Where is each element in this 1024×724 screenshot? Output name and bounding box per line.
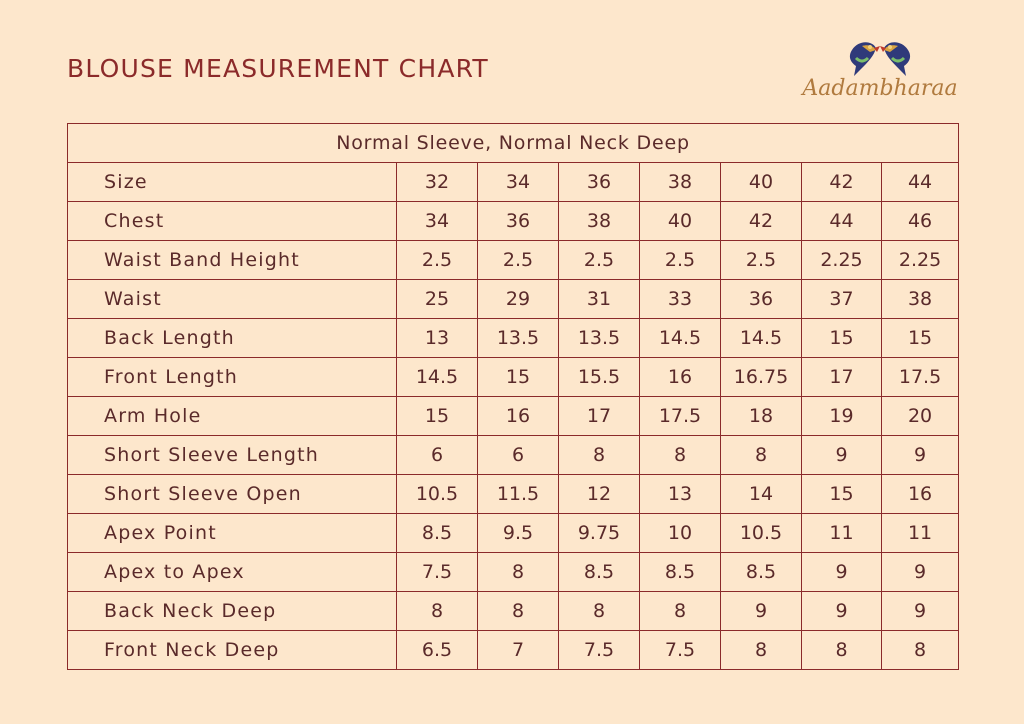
table-cell: 9.5 <box>478 514 559 553</box>
table-cell: 15 <box>882 319 959 358</box>
table-cell: 14.5 <box>640 319 721 358</box>
table-cell: 15 <box>802 319 882 358</box>
row-label: Waist <box>68 280 397 319</box>
table-cell: 8 <box>478 553 559 592</box>
table-cell: 7 <box>478 631 559 670</box>
table-cell: 25 <box>397 280 478 319</box>
table-cell: 10.5 <box>397 475 478 514</box>
table-cell: 7.5 <box>640 631 721 670</box>
table-cell: 6 <box>397 436 478 475</box>
table-cell: 8 <box>721 631 802 670</box>
table-cell: 8.5 <box>397 514 478 553</box>
table-cell: 17 <box>802 358 882 397</box>
table-cell: 17.5 <box>882 358 959 397</box>
table-cell: 12 <box>559 475 640 514</box>
table-cell: 14 <box>721 475 802 514</box>
parrot-pair-icon <box>844 36 916 78</box>
table-cell: 15 <box>802 475 882 514</box>
table-cell: 8.5 <box>721 553 802 592</box>
table-cell: 8 <box>397 592 478 631</box>
table-cell: 9 <box>882 436 959 475</box>
table-cell: 36 <box>721 280 802 319</box>
table-cell: 7.5 <box>559 631 640 670</box>
row-label: Apex to Apex <box>68 553 397 592</box>
table-row <box>68 280 959 319</box>
table-cell: 11 <box>802 514 882 553</box>
table-row <box>68 631 959 670</box>
table-cell: 2.25 <box>802 241 882 280</box>
table-cell: 16 <box>640 358 721 397</box>
table-row <box>68 241 959 280</box>
table-cell: 13 <box>640 475 721 514</box>
table-cell: 46 <box>882 202 959 241</box>
table-row <box>68 514 959 553</box>
table-cell: 7.5 <box>397 553 478 592</box>
table-row <box>68 436 959 475</box>
table-cell: 14.5 <box>397 358 478 397</box>
row-label: Short Sleeve Open <box>68 475 397 514</box>
row-label: Front Neck Deep <box>68 631 397 670</box>
table-cell: 2.5 <box>478 241 559 280</box>
table-cell: 40 <box>640 202 721 241</box>
table-cell: 38 <box>559 202 640 241</box>
row-label: Waist Band Height <box>68 241 397 280</box>
table-row <box>68 553 959 592</box>
table-cell: 13.5 <box>559 319 640 358</box>
table-cell: 34 <box>397 202 478 241</box>
table-row <box>68 163 959 202</box>
table-cell: 19 <box>802 397 882 436</box>
table-cell: 9 <box>802 436 882 475</box>
table-cell: 10 <box>640 514 721 553</box>
table-cell: 44 <box>882 163 959 202</box>
table-cell: 9 <box>802 553 882 592</box>
table-cell: 16 <box>478 397 559 436</box>
table-cell: 15 <box>478 358 559 397</box>
row-label: Size <box>68 163 397 202</box>
table-cell: 18 <box>721 397 802 436</box>
table-cell: 17 <box>559 397 640 436</box>
table-cell: 2.5 <box>397 241 478 280</box>
table-cell: 44 <box>802 202 882 241</box>
table-row <box>68 202 959 241</box>
page-title: BLOUSE MEASUREMENT CHART <box>67 54 489 83</box>
table-cell: 15.5 <box>559 358 640 397</box>
table-cell: 8.5 <box>559 553 640 592</box>
table-cell: 10.5 <box>721 514 802 553</box>
table-cell: 11 <box>882 514 959 553</box>
table-cell: 8 <box>802 631 882 670</box>
table-cell: 36 <box>478 202 559 241</box>
table-cell: 13.5 <box>478 319 559 358</box>
row-label: Front Length <box>68 358 397 397</box>
table-cell: 37 <box>802 280 882 319</box>
table-cell: 8.5 <box>640 553 721 592</box>
table-cell: 38 <box>882 280 959 319</box>
row-label: Short Sleeve Length <box>68 436 397 475</box>
brand-logo <box>800 36 960 110</box>
table-cell: 2.5 <box>559 241 640 280</box>
table-row <box>68 397 959 436</box>
table-cell: 31 <box>559 280 640 319</box>
table-cell: 8 <box>559 592 640 631</box>
table-cell: 2.25 <box>882 241 959 280</box>
table-cell: 36 <box>559 163 640 202</box>
row-label: Apex Point <box>68 514 397 553</box>
brand-name: Aadambharaa <box>802 76 958 101</box>
table-cell: 8 <box>640 592 721 631</box>
table-cell: 8 <box>559 436 640 475</box>
table-cell: 9 <box>882 553 959 592</box>
table-cell: 20 <box>882 397 959 436</box>
table-cell: 13 <box>397 319 478 358</box>
table-row <box>68 319 959 358</box>
table-cell: 17.5 <box>640 397 721 436</box>
table-cell: 2.5 <box>721 241 802 280</box>
table-cell: 42 <box>721 202 802 241</box>
table-cell: 32 <box>397 163 478 202</box>
table-cell: 9 <box>721 592 802 631</box>
row-label: Back Neck Deep <box>68 592 397 631</box>
table-cell: 8 <box>721 436 802 475</box>
table-cell: 8 <box>640 436 721 475</box>
table-cell: 8 <box>478 592 559 631</box>
table-row <box>68 475 959 514</box>
table-cell: 42 <box>802 163 882 202</box>
table-cell: 29 <box>478 280 559 319</box>
table-cell: 14.5 <box>721 319 802 358</box>
table-cell: 34 <box>478 163 559 202</box>
table-cell: 11.5 <box>478 475 559 514</box>
table-cell: 8 <box>882 631 959 670</box>
table-cell: 16 <box>882 475 959 514</box>
table-row <box>68 592 959 631</box>
table-cell: 15 <box>397 397 478 436</box>
row-label: Back Length <box>68 319 397 358</box>
table-cell: 38 <box>640 163 721 202</box>
table-cell: 6 <box>478 436 559 475</box>
table-row <box>68 358 959 397</box>
table-cell: 33 <box>640 280 721 319</box>
table-cell: 40 <box>721 163 802 202</box>
table-cell: 2.5 <box>640 241 721 280</box>
table-cell: 6.5 <box>397 631 478 670</box>
measurement-table <box>67 123 959 670</box>
table-caption: Normal Sleeve, Normal Neck Deep <box>68 124 959 163</box>
table-cell: 9.75 <box>559 514 640 553</box>
table-cell: 9 <box>882 592 959 631</box>
table-cell: 16.75 <box>721 358 802 397</box>
row-label: Chest <box>68 202 397 241</box>
row-label: Arm Hole <box>68 397 397 436</box>
table-cell: 9 <box>802 592 882 631</box>
